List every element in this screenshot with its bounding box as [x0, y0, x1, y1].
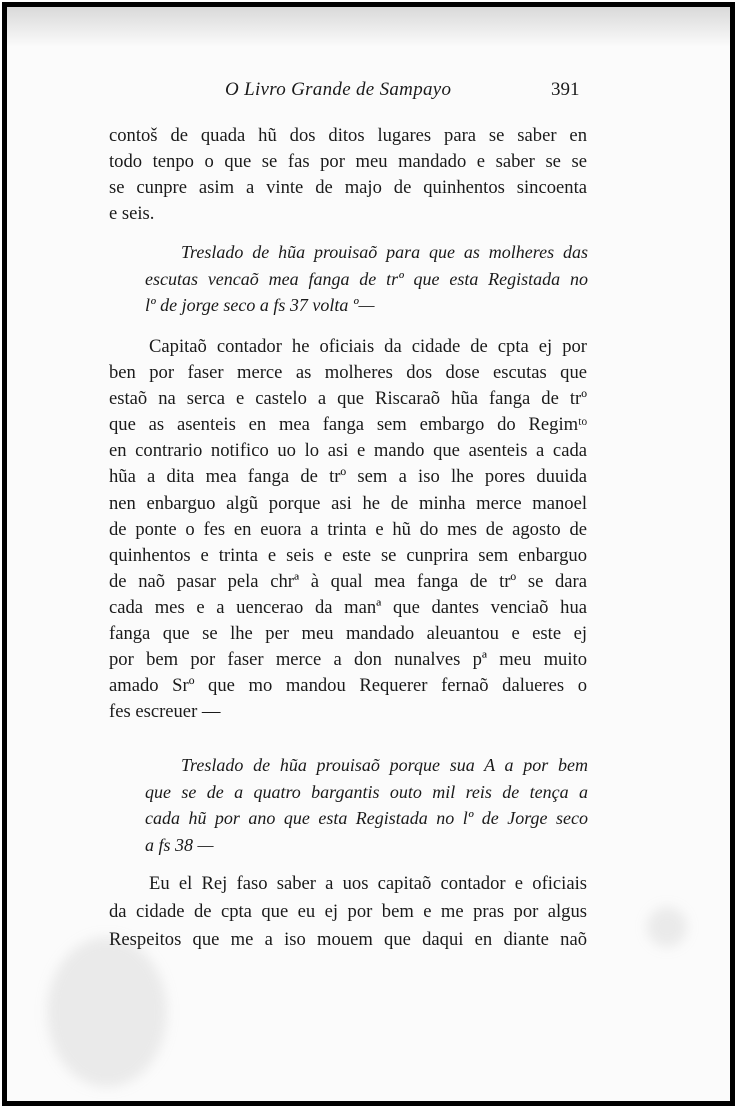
paragraph — [109, 870, 587, 954]
running-header — [7, 79, 730, 109]
heading-line: a fs 38 — — [145, 834, 214, 855]
section-heading — [145, 752, 588, 858]
paper-stain — [47, 937, 167, 1087]
scan-shadow — [7, 7, 730, 47]
text-line: cada mes e a uencerao da manª que dantes venciaõ hua — [109, 596, 587, 618]
text-line: fes escreuer — — [109, 701, 221, 723]
paper-stain — [647, 907, 687, 947]
section-heading — [145, 239, 588, 319]
text-line: ben por faser merce as molheres dos dose escutas que — [109, 362, 587, 384]
text-line: de naõ pasar pela chrª à qual mea fanga de trº se dara — [109, 570, 587, 592]
text-line: quinhentos e trinta e seis e este se cunprira sem enbarguo — [109, 544, 587, 566]
text-line: se cunpre asim a vinte de majo de quinhentos sincoenta — [109, 177, 587, 199]
text-line: contoš de quada hũ dos ditos lugares para se saber en — [109, 125, 587, 146]
text-line: que as asenteis en mea fanga sem embargo do Regimᵗᵒ — [109, 414, 587, 436]
text-line: fanga que se lhe per meu mandado aleuantou e este ej — [109, 623, 587, 645]
heading-line: cada hũ por ano que esta Registada no lº de Jorge seco — [145, 808, 588, 828]
text-line: amado Srº que mo mandou Requerer fernaõ dalueres o — [109, 675, 587, 697]
text-line: todo tenpo o que se fas por meu mandado e saber se se — [109, 151, 587, 173]
page-number: 391 — [551, 79, 580, 100]
text-line: Eu el Rej faso saber a uos capitaõ contador e oficiais — [149, 873, 587, 894]
heading-line: que se de a quatro bargantis outo mil reis de tença a — [145, 781, 588, 802]
text-line: Capitaõ contador he oficiais da cidade de cpta ej por — [149, 336, 587, 357]
text-line: por bem por faser merce a don nunalves pª meu muito — [109, 649, 587, 671]
text-line: de ponte o fes en euora a trinta e hũ do mes de agosto de — [109, 518, 587, 540]
heading-line: lº de jorge seco a fs 37 volta º— — [145, 295, 375, 315]
text-line: da cidade de cpta que eu ej por bem e me pras por algus — [109, 901, 587, 922]
text-line: hũa a dita mea fanga de trº sem a iso lhe pores duuida — [109, 466, 587, 488]
text-line: Respeitos que me a iso mouem que daqui en diante naõ — [109, 929, 587, 950]
book-title: O Livro Grande de Sampayo — [225, 79, 452, 100]
text-line: estaõ na serca e castelo a que Riscaraõ hũa fanga de trº — [109, 388, 587, 410]
paragraph — [109, 123, 587, 227]
text-line: nen enbarguo algũ porque asi he de minha merce manoel — [109, 492, 587, 514]
heading-line: Treslado de hũa prouisaõ porque sua A a por bem — [181, 755, 588, 775]
text-line: e seis. — [109, 203, 155, 225]
heading-line: Treslado de hũa prouisaõ para que as molheres das — [181, 242, 588, 262]
heading-line: escutas vencaõ mea fanga de trº que esta Registada no — [145, 268, 588, 289]
text-line: en contrario notifico uo lo asi e mando que asenteis a cada — [109, 440, 587, 462]
page-scan — [2, 2, 735, 1106]
paragraph — [109, 334, 587, 725]
